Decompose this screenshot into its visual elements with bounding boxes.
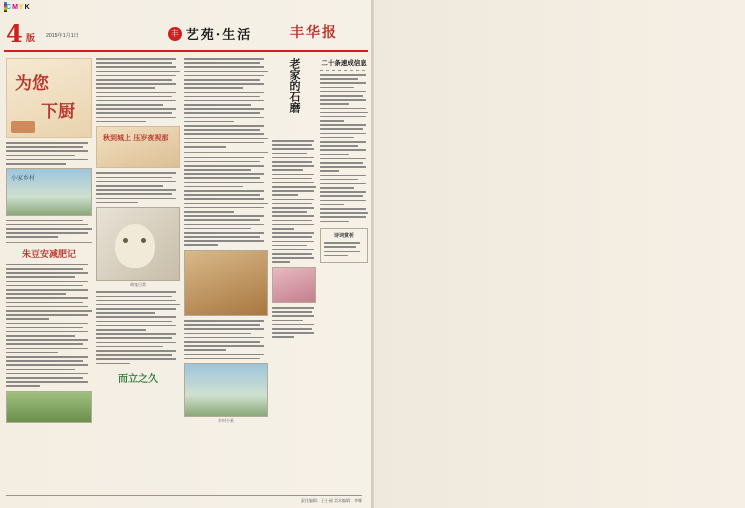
photo-caption-2: 萌宠日常 bbox=[130, 282, 146, 288]
page-number-value: 4 bbox=[6, 19, 23, 48]
article3-banner bbox=[96, 126, 180, 168]
feature-body bbox=[6, 142, 92, 165]
left-col2-body-3 bbox=[96, 291, 180, 364]
left-masthead bbox=[150, 24, 270, 43]
poem-box bbox=[320, 228, 368, 263]
col4-vertical-title: 老家的石磨 bbox=[288, 58, 301, 113]
left-col-3 bbox=[184, 58, 268, 424]
left-col2-body-1 bbox=[96, 58, 180, 122]
cmyk-m: M bbox=[12, 4, 19, 11]
article4-title: 而立之久 bbox=[118, 374, 158, 386]
photo-caption-3: 乡村小景 bbox=[218, 418, 234, 424]
left-date: 2015年1月1日 bbox=[46, 33, 79, 39]
left-col3-body-1 bbox=[184, 58, 268, 148]
page-number bbox=[6, 19, 40, 48]
left-footer bbox=[6, 495, 362, 504]
poem-title: 诗词赏析 bbox=[333, 233, 354, 240]
left-section-title: 艺苑·生活 bbox=[185, 28, 253, 43]
left-col4-body bbox=[272, 140, 316, 263]
photo-decor bbox=[272, 267, 316, 303]
feature-illustration bbox=[6, 58, 92, 138]
photo-grass bbox=[6, 391, 92, 423]
left-page bbox=[0, 0, 372, 508]
photo-caption-1: 小家乡村 bbox=[11, 174, 36, 182]
left-footer-text: 责任编辑：王小丽 美术编辑：李娜 bbox=[300, 498, 362, 503]
cmyk-marks bbox=[6, 4, 31, 11]
cmyk-y: Y bbox=[18, 4, 25, 11]
col5-title: 二十条速成信息 bbox=[321, 59, 367, 67]
left-logo-icon: 丰 bbox=[168, 27, 182, 41]
feature-title-2: 下厨 bbox=[41, 102, 75, 122]
article2-title: 朱豆安减肥记 bbox=[21, 249, 76, 260]
left-col-5 bbox=[320, 58, 368, 263]
left-col3-body-2 bbox=[184, 157, 268, 247]
photo-village bbox=[6, 168, 92, 216]
right-page bbox=[373, 0, 745, 508]
feature-title-1: 为您 bbox=[15, 74, 49, 94]
page-number-label: 版 bbox=[26, 33, 36, 43]
left-col5-body bbox=[320, 74, 368, 222]
left-col1-body-2 bbox=[6, 220, 92, 238]
left-col-1 bbox=[6, 58, 92, 423]
cmyk-k: K bbox=[24, 4, 31, 11]
cmyk-c: C bbox=[6, 4, 13, 11]
left-col2-body-2 bbox=[96, 172, 180, 203]
photo-cat bbox=[96, 207, 180, 281]
photo-country bbox=[184, 363, 268, 417]
article2-body bbox=[6, 264, 92, 387]
left-paper-name: 丰华报 bbox=[290, 25, 338, 41]
photo-millstone bbox=[184, 250, 268, 316]
pan-icon bbox=[11, 121, 35, 133]
left-col4-body-2 bbox=[272, 307, 316, 338]
left-col3-body-3 bbox=[184, 320, 268, 359]
left-top-rule bbox=[4, 50, 368, 52]
left-col-2 bbox=[96, 58, 180, 385]
article3-title: 秋到城上 压岁夜视那 bbox=[103, 133, 169, 143]
left-col-4 bbox=[272, 58, 316, 341]
